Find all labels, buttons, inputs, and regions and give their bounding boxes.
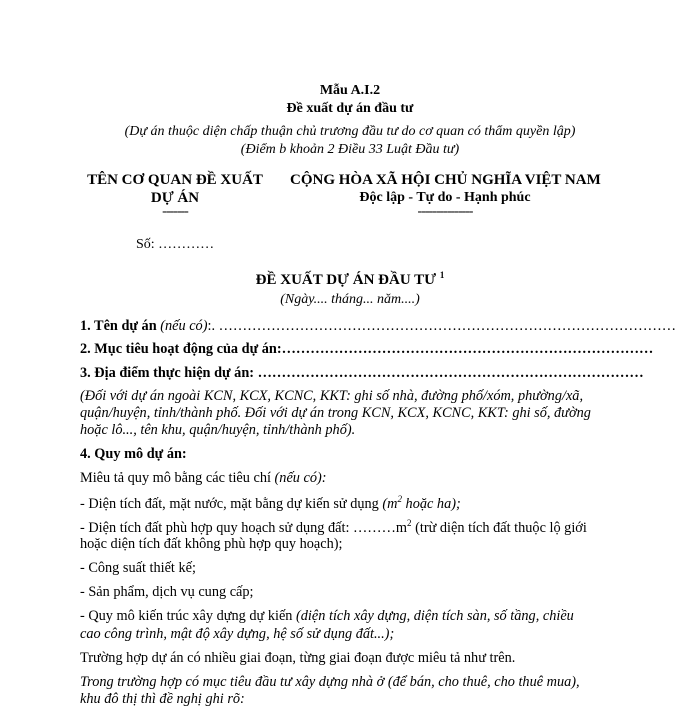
section-4-item-2: - Diện tích đất phù hợp quy hoạch sử dụng đất: $\dots\dots\dots m^2$ (trừ diện tích đất thuộc lộ giới	[80, 518, 587, 536]
form-note-2: (Điểm b khoản 2 Điều 33 Luật Đầu tư)	[240, 142, 460, 157]
document-title: ĐỀ XUẤT DỰ ÁN ĐẦU TƯ $^1$	[255, 270, 445, 288]
agency-name-line-2: DỰ ÁN	[150, 190, 200, 206]
form-note-1: (Dự án thuộc diện chấp thuận chủ trương đầu tư do cơ quan có thẩm quyền lập)	[124, 124, 576, 139]
section-4-housing-2: khu đô thị thì đề nghị ghi rõ:	[80, 691, 245, 707]
section-3-note-1: (Đối với dự án ngoài KCN, KCX, KCNC, KKT: ghi số nhà, đường phố/xóm, phường/xã,	[80, 388, 584, 404]
document-number: Số: …………	[136, 237, 215, 252]
form-title: Đề xuất dự án đầu tư	[286, 101, 414, 116]
section-4-item-2-cont: hoặc diện tích đất không phù hợp quy hoạch);	[80, 536, 343, 552]
left-divider: -------	[162, 204, 188, 219]
section-3: 3. Địa điểm thực hiện dự án: ………………………………………………………………………	[80, 365, 644, 381]
section-4-item-5-cont: cao công trình, mật độ xây dựng, hệ số sử dụng đất...);	[80, 626, 395, 642]
agency-name-line-1: TÊN CƠ QUAN ĐỀ XUẤT	[87, 172, 263, 188]
section-4-item-5: - Quy mô kiến trúc xây dựng dự kiến (diện tích xây dựng, diện tích sàn, số tầng, chiều	[80, 608, 574, 624]
section-2: 2. Mục tiêu hoạt động của dự án:……………………………………………………………………	[80, 341, 654, 357]
section-1: 1. Tên dự án (nếu có):. ……………………………………………………………………………………	[80, 318, 677, 334]
document-date: (Ngày.... tháng... năm....)	[280, 292, 420, 307]
section-4-item-1: - Diện tích đất, mặt nước, mặt bằng dự kiến sử dụng ($m^2$ hoặc ha);	[80, 494, 461, 512]
national-title: CỘNG HÒA XÃ HỘI CHỦ NGHĨA VIỆT NAM	[290, 172, 601, 188]
section-4-intro: Miêu tả quy mô bằng các tiêu chí (nếu có):	[80, 470, 327, 486]
footnote-marker: 1	[439, 270, 445, 280]
section-3-note-2: quận/huyện, tỉnh/thành phố. Đối với dự án trong KCN, KCX, KCNC, KKT: ghi số, đường	[80, 405, 591, 421]
section-4-item-3: - Công suất thiết kế;	[80, 560, 196, 576]
section-3-note-3: hoặc lô..., tên khu, quận/huyện, tỉnh/thành phố).	[80, 422, 356, 438]
national-motto: Độc lập - Tự do - Hạnh phúc	[359, 190, 531, 205]
section-4-item-4: - Sản phẩm, dịch vụ cung cấp;	[80, 584, 254, 600]
right-divider: ---------------	[417, 204, 473, 219]
section-4-housing-1: Trong trường hợp có mục tiêu đầu tư xây dựng nhà ở (để bán, cho thuê, cho thuê mua),	[80, 674, 580, 690]
section-4: 4. Quy mô dự án:	[80, 446, 187, 462]
section-4-phases: Trường hợp dự án có nhiều giai đoạn, từng giai đoạn được miêu tả như trên.	[80, 650, 516, 666]
form-code: Mẫu A.I.2	[319, 83, 381, 98]
